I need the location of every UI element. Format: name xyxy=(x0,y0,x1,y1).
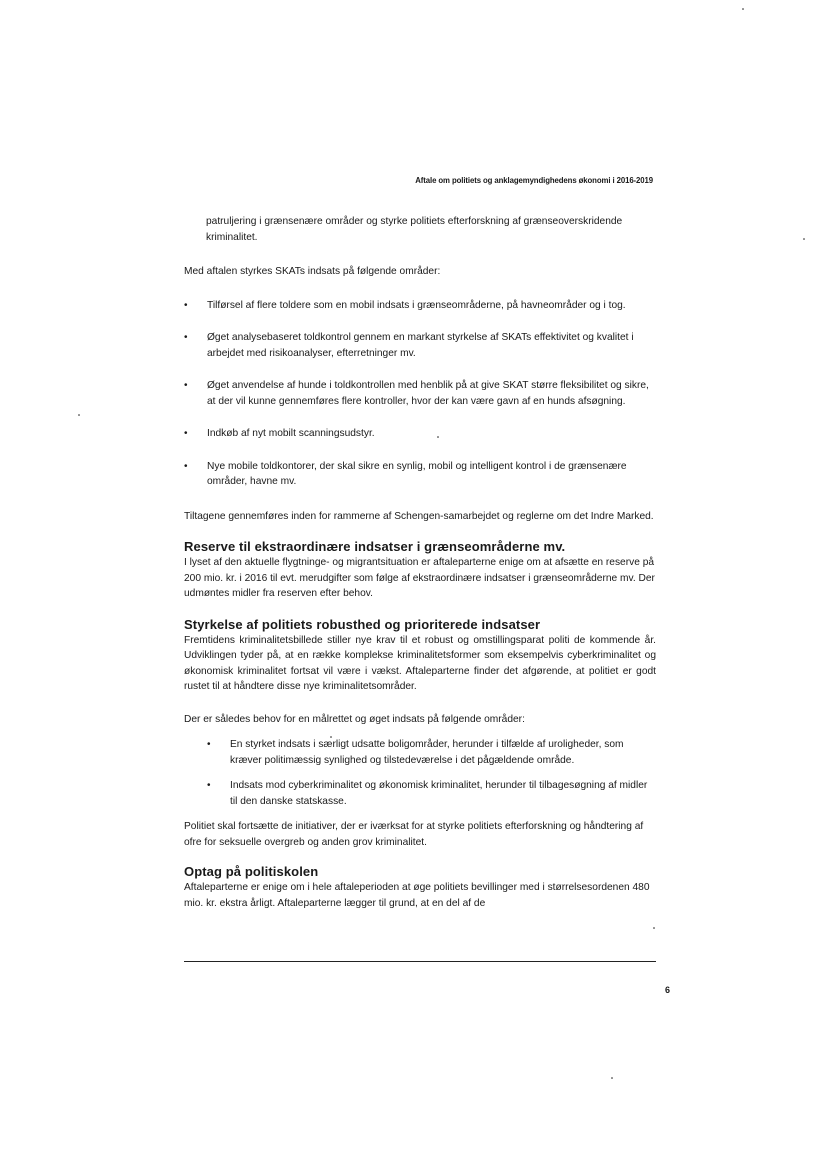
schengen-paragraph: Tiltagene gennemføres inden for rammerne af Schengen-samarbejdet og reglerne om det Indre Marked. xyxy=(184,510,654,522)
page-number: 6 xyxy=(664,985,670,995)
page-body xyxy=(184,214,656,911)
list-item: • En styrket indsats i særligt udsatte boligområder, herunder i tilfælde af uroligheder, som kræver politimæssig synlighed og tilstedeværelse i det pågældende område. xyxy=(184,737,656,768)
list-item: • Nye mobile toldkontorer, der skal sikre en synlig, mobil og intelligent kontrol i de grænsenære områder, havne mv. xyxy=(184,459,656,490)
skat-bullet-list xyxy=(184,298,656,490)
robustness-closing: Politiet skal fortsætte de initiativer, der er iværksat for at styrke politiets efterforskning og håndtering af ofre for seksuelle overgreb og anden grov kriminalitet. xyxy=(184,821,644,848)
section-heading-reserve: Reserve til ekstraordinære indsatser i grænseområderne mv. xyxy=(184,539,566,554)
robustness-paragraph: Fremtidens kriminalitetsbillede stiller nye krav til et robust og omstillingsparat politi de kommende år. Udviklingen tyder på, at en række komplekse kriminalitetsformer som eksempelvis cyberkriminalitet og økonomisk kriminalitet fortsat vil være i vækst. Aftaleparterne finder det afgørende, at politiet er godt rustet til at håndtere disse nye kriminalitetsområder. xyxy=(184,634,656,692)
list-item: • Tilførsel af flere toldere som en mobil indsats i grænseområderne, på havneområder og i tog. xyxy=(184,298,656,314)
running-header: Aftale om politiets og anklagemyndighedens økonomi i 2016-2019 xyxy=(415,176,653,185)
scan-speck xyxy=(742,8,744,10)
police-school-paragraph: Aftaleparterne er enige om i hele aftaleperioden at øge politiets bevillinger med i størrelsesordenen 480 mio. kr. ekstra årligt. Aftaleparterne lægger til grund, at en del af de xyxy=(184,882,650,909)
skat-intro: Med aftalen styrkes SKATs indsats på følgende områder: xyxy=(184,266,441,277)
list-item: • Øget analysebaseret toldkontrol gennem en markant styrkelse af SKATs effektivitet og kvalitet i arbejdet med risikoanalyser, efterretninger mv. xyxy=(184,330,656,361)
list-item: • Indsats mod cyberkriminalitet og økonomisk kriminalitet, herunder til tilbagesøgning af midler til den danske statskasse. xyxy=(184,778,656,809)
section-heading-police-school: Optag på politiskolen xyxy=(184,864,319,879)
continuation-paragraph: patruljering i grænsenære områder og styrke politiets efterforskning af grænseoverskridende kriminalitet. xyxy=(206,216,623,243)
reserve-paragraph: I lyset af den aktuelle flygtninge- og migrantsituation er aftaleparterne enige om at afsætte en reserve på 200 mio. kr. i 2016 til evt. merudgifter som følge af ekstraordinære indsatser i grænseområderne mv. Der udmøntes midler fra reserven efter behov. xyxy=(184,557,655,599)
robustness-intro: Der er således behov for en målrettet og øget indsats på følgende områder: xyxy=(184,713,525,725)
robustness-bullet-list xyxy=(184,737,656,809)
footer-rule xyxy=(184,961,656,962)
scan-speck xyxy=(330,736,332,738)
scan-speck xyxy=(611,1077,613,1079)
list-item: • Indkøb af nyt mobilt scanningsudstyr. xyxy=(184,426,656,442)
scan-speck xyxy=(437,436,439,438)
list-item: • Øget anvendelse af hunde i toldkontrollen med henblik på at give SKAT større fleksibilitet og sikre, at der vil kunne gennemføres flere kontroller, hvor der kan være gavn af en hunds afsøgning. xyxy=(184,378,656,409)
scan-speck xyxy=(653,927,655,929)
section-heading-robustness: Styrkelse af politiets robusthed og prioriterede indsatser xyxy=(184,616,541,632)
scan-speck xyxy=(803,238,805,240)
scan-speck xyxy=(78,414,80,416)
